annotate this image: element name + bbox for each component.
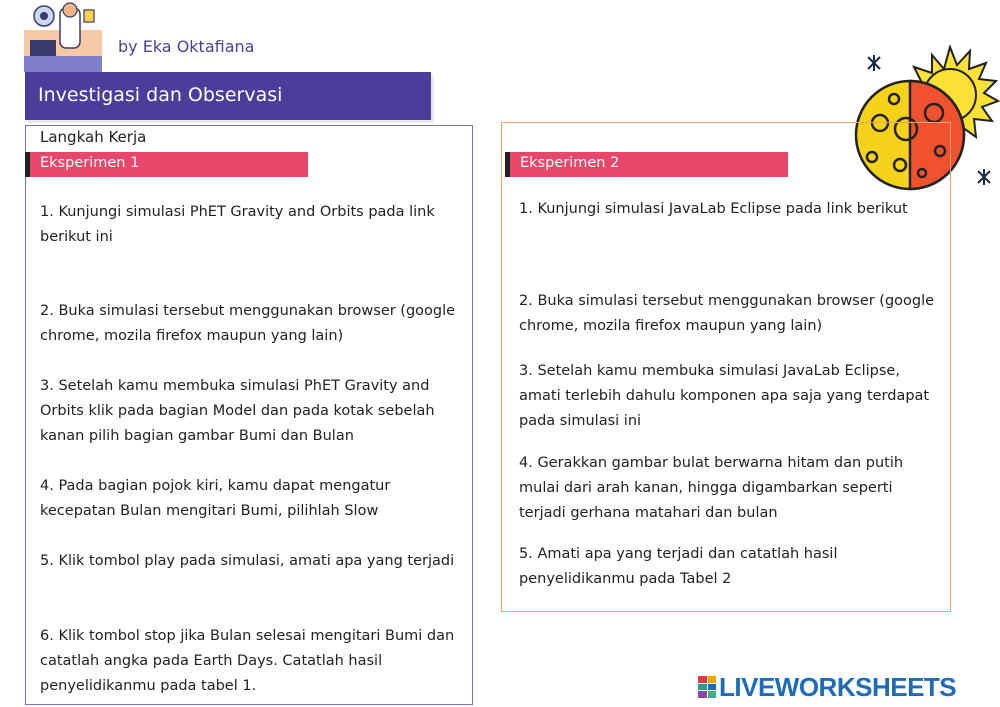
logo-square bbox=[698, 684, 707, 691]
author-credit: by Eka Oktafiana bbox=[118, 37, 255, 56]
experiment-1-label: Eksperimen 1 bbox=[40, 155, 140, 171]
logo-mark-icon bbox=[698, 676, 716, 698]
step-item: 1. Kunjungi simulasi PhET Gravity and Orbits pada link berikut ini bbox=[40, 204, 435, 245]
liveworksheets-logo[interactable] bbox=[698, 671, 957, 702]
step-item: 4. Pada bagian pojok kiri, kamu dapat mengatur kecepatan Bulan mengitari Bumi, pilihlah Slow bbox=[40, 478, 391, 519]
scientist-illustration bbox=[24, 0, 102, 72]
logo-square bbox=[708, 684, 717, 691]
step-item: 5. Klik tombol play pada simulasi, amati apa yang terjadi bbox=[40, 553, 455, 569]
step-item: 3. Setelah kamu membuka simulasi PhET Gravity and Orbits klik pada bagian Model dan pada kotak sebelah kanan pilih bagian gambar Bumi dan Bulan bbox=[40, 378, 435, 444]
section-heading: Langkah Kerja bbox=[40, 128, 147, 146]
step-item: 2. Buka simulasi tersebut menggunakan browser (google chrome, mozila firefox maupun yang lain) bbox=[40, 303, 456, 344]
experiment-1-tag bbox=[25, 152, 308, 177]
experiment-2-tag bbox=[505, 152, 788, 177]
step-item: 1. Kunjungi simulasi JavaLab Eclipse pada link berikut bbox=[519, 201, 908, 217]
logo-text: LIVEWORKSHEETS bbox=[719, 671, 957, 702]
logo-square bbox=[698, 676, 707, 683]
step-item: 3. Setelah kamu membuka simulasi JavaLab Eclipse, amati terlebih dahulu komponen apa saja yang terdapat pada simulasi ini bbox=[519, 363, 930, 429]
page-title: Investigasi dan Observasi bbox=[38, 84, 283, 106]
logo-square bbox=[708, 676, 717, 683]
logo-square bbox=[698, 691, 707, 698]
step-item: 2. Buka simulasi tersebut menggunakan browser (google chrome, mozila firefox maupun yang lain) bbox=[519, 293, 935, 334]
step-item: 4. Gerakkan gambar bulat berwarna hitam dan putih mulai dari arah kanan, hingga digambarkan seperti terjadi gerhana matahari dan bulan bbox=[519, 455, 904, 521]
step-item: 5. Amati apa yang terjadi dan catatlah hasil penyelidikanmu pada Tabel 2 bbox=[519, 546, 838, 587]
title-banner bbox=[25, 72, 431, 120]
step-item: 6. Klik tombol stop jika Bulan selesai mengitari Bumi dan catatlah angka pada Earth Days. Catatlah hasil penyelidikanmu pada tabel 1. bbox=[40, 628, 455, 694]
experiment-2-label: Eksperimen 2 bbox=[520, 155, 620, 171]
logo-square bbox=[708, 691, 717, 698]
